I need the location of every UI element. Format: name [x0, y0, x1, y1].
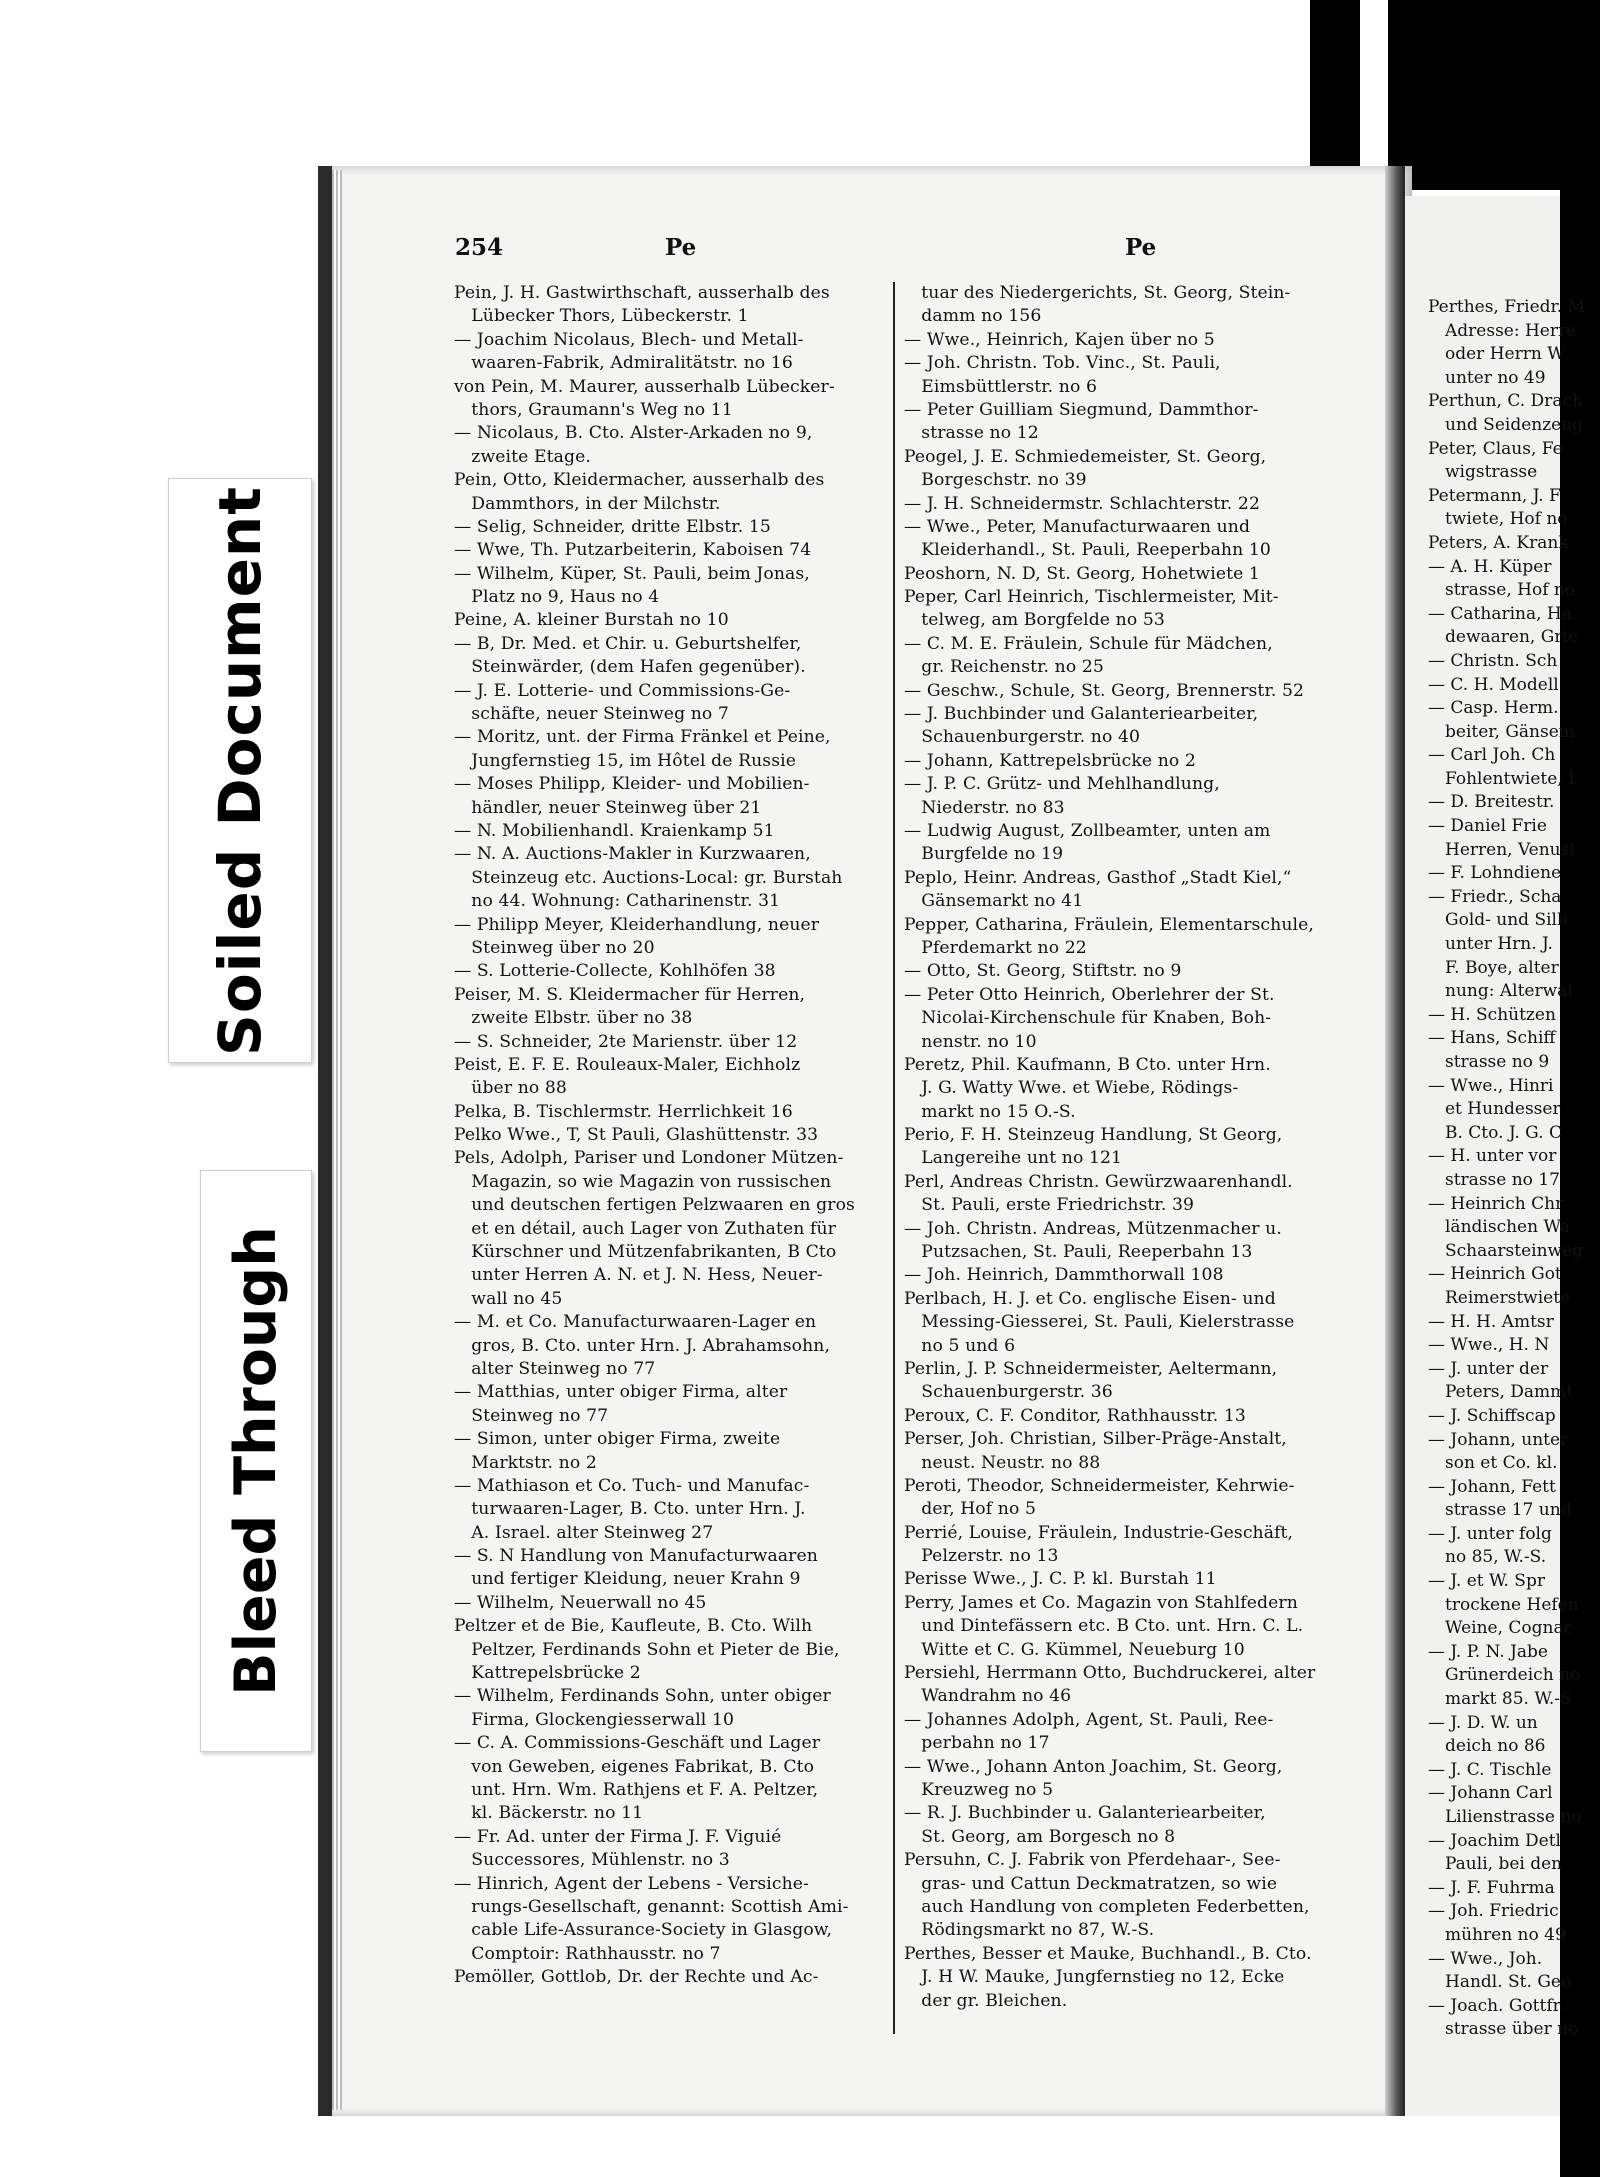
entry-line: — Otto, St. Georg, Stiftstr. no 9: [904, 961, 1182, 982]
entry-line: — Joh. Christn. Andreas, Mützenmacher u.: [904, 1218, 1282, 1239]
entry-line: — A. H. Küper: [1428, 556, 1552, 577]
entry-line: Steinwärder, (dem Hafen gegenüber).: [454, 657, 806, 678]
entry-line: Nicolai-Kirchenschule für Knaben, Boh-: [904, 1008, 1272, 1029]
entry-line: — S. Schneider, 2te Marienstr. über 12: [454, 1031, 798, 1052]
column-divider: [893, 282, 895, 2034]
entry-line: — Carl Joh. Ch: [1428, 745, 1556, 766]
entry-line: Perthes, Friedr. M: [1428, 297, 1586, 317]
entry-line: Firma, Glockengiesserwall 10: [454, 1709, 735, 1730]
entry-line: Gänsemarkt no 41: [904, 891, 1084, 912]
entry-line: Herren, Venusl: [1428, 839, 1575, 860]
entry-line: — Joh. Friedric: [1428, 1901, 1559, 1922]
scan-frame-top: [1310, 0, 1600, 190]
entry-line: — Joachim Nicolaus, Blech- und Metall-: [454, 329, 804, 350]
entry-line: händler, neuer Steinweg über 21: [454, 797, 762, 818]
entry-line: — Wilhelm, Neuerwall no 45: [454, 1592, 707, 1613]
entry-line: Perthes, Besser et Mauke, Buchhandl., B. Cto.: [904, 1943, 1312, 1964]
soiled-document-label: [168, 478, 312, 1063]
entry-line: Peltzer et de Bie, Kaufleute, B. Cto. Wilh: [454, 1616, 813, 1637]
right-column: [904, 282, 1374, 2013]
entry-line: Pein, J. H. Gastwirthschaft, ausserhalb des: [454, 283, 830, 303]
header-letters-left: Pe: [665, 234, 697, 261]
entry-line: — Wwe., Joh.: [1428, 1948, 1543, 1969]
entry-line: Peine, A. kleiner Burstah no 10: [454, 610, 729, 631]
entry-line: — Geschw., Schule, St. Georg, Brennerstr. 52: [904, 680, 1305, 701]
entry-line: — R. J. Buchbinder u. Galanteriearbeiter,: [904, 1803, 1266, 1824]
scan-frame-strip: [1360, 0, 1388, 190]
entry-line: Adresse: Herre: [1428, 320, 1577, 341]
header-letters-right: Pe: [1125, 234, 1157, 261]
entry-line: Kattrepelsbrücke 2: [454, 1663, 641, 1684]
entry-line: gros, B. Cto. unter Hrn. J. Abrahamsohn,: [454, 1335, 831, 1356]
entry-line: Comptoir: Rathhausstr. no 7: [454, 1943, 721, 1964]
entry-line: — Selig, Schneider, dritte Elbstr. 15: [454, 516, 771, 537]
entry-line: Putzsachen, St. Pauli, Reeperbahn 13: [904, 1242, 1253, 1263]
entry-line: — Casp. Herm.: [1428, 698, 1559, 719]
entry-line: rungs-Gesellschaft, genannt: Scottish Ami-: [454, 1896, 849, 1917]
entry-line: von Pein, M. Maurer, ausserhalb Lübecker-: [454, 376, 835, 397]
entry-line: — Johann, Fett: [1428, 1476, 1556, 1497]
entry-line: neust. Neustr. no 88: [904, 1452, 1101, 1473]
entry-line: — Joh. Christn. Tob. Vinc., St. Pauli,: [904, 353, 1221, 374]
entry-line: strasse über no: [1428, 2019, 1579, 2040]
entry-line: Marktstr. no 2: [454, 1452, 597, 1473]
entry-line: — Johann, Kattrepelsbrücke no 2: [904, 750, 1196, 771]
entry-line: Pelko Wwe., T, St Pauli, Glashüttenstr. 33: [454, 1125, 819, 1146]
entry-line: nenstr. no 10: [904, 1031, 1037, 1052]
entry-line: — H. Schützen: [1428, 1004, 1556, 1025]
entry-line: Perrié, Louise, Fräulein, Industrie-Geschäft,: [904, 1522, 1294, 1543]
entry-line: — Daniel Frie: [1428, 816, 1547, 837]
entry-line: — C. M. E. Fräulein, Schule für Mädchen,: [904, 633, 1273, 654]
entry-line: zweite Etage.: [454, 446, 591, 467]
entry-line: auch Handlung von completen Federbetten,: [904, 1896, 1310, 1917]
entry-line: Pelzerstr. no 13: [904, 1546, 1059, 1567]
entry-line: Peplo, Heinr. Andreas, Gasthof „Stadt Kiel,“: [904, 867, 1292, 888]
entry-line: — J. P. N. Jabe: [1428, 1641, 1548, 1662]
entry-line: Magazin, so wie Magazin von russischen: [454, 1171, 832, 1192]
entry-line: no 44. Wohnung: Catharinenstr. 31: [454, 891, 781, 912]
entry-line: der, Hof no 5: [904, 1499, 1036, 1520]
entry-line: Kleiderhandl., St. Pauli, Reeperbahn 10: [904, 540, 1271, 561]
entry-line: Grünerdeich no: [1428, 1665, 1581, 1686]
entry-line: — J. E. Lotterie- und Commissions-Ge-: [454, 680, 791, 701]
entry-line: Perry, James et Co. Magazin von Stahlfedern: [904, 1592, 1298, 1613]
entry-line: Persuhn, C. J. Fabrik von Pferdehaar-, See-: [904, 1850, 1281, 1871]
entry-line: Pein, Otto, Kleidermacher, ausserhalb des: [454, 470, 825, 491]
entry-line: und Seidenzeug: [1428, 414, 1584, 435]
entry-line: — J. P. C. Grütz- und Mehlhandlung,: [904, 774, 1220, 795]
entry-line: — B, Dr. Med. et Chir. u. Geburtshelfer,: [454, 633, 802, 654]
entry-line: — Heinrich Got: [1428, 1264, 1562, 1285]
book-gutter: [1385, 166, 1405, 2116]
entry-line: strasse 17 und: [1428, 1500, 1572, 1521]
entry-line: strasse no 17: [1428, 1169, 1560, 1190]
entry-line: A. Israel. alter Steinweg 27: [454, 1522, 714, 1543]
entry-line: F. Boye, alter: [1428, 957, 1559, 978]
entry-line: der gr. Bleichen.: [904, 1990, 1068, 2011]
entry-line: Witte et C. G. Kümmel, Neueburg 10: [904, 1639, 1245, 1660]
entry-line: Pelka, B. Tischlermstr. Herrlichkeit 16: [454, 1101, 793, 1122]
entry-line: Steinzeug etc. Auctions-Local: gr. Burstah: [454, 867, 843, 888]
entry-line: — J. unter folg: [1428, 1523, 1552, 1544]
entry-line: — J. unter der: [1428, 1358, 1549, 1379]
entry-line: Peiser, M. S. Kleidermacher für Herren,: [454, 984, 806, 1005]
entry-line: — Wwe., Hinri: [1428, 1075, 1554, 1096]
entry-line: beiter, Gänsem: [1428, 721, 1575, 742]
entry-line: Pferdemarkt no 22: [904, 937, 1087, 958]
entry-line: Schauenburgerstr. no 40: [904, 727, 1141, 748]
entry-line: Rödingsmarkt no 87, W.-S.: [904, 1920, 1155, 1941]
entry-line: Borgeschstr. no 39: [904, 470, 1087, 491]
soiled-document-text: Soiled Document: [206, 485, 275, 1056]
entry-line: — Moritz, unt. der Firma Fränkel et Peine,: [454, 727, 831, 748]
entry-line: Peroux, C. F. Conditor, Rathhausstr. 13: [904, 1405, 1246, 1426]
entry-line: — Wwe, Th. Putzarbeiterin, Kaboisen 74: [454, 540, 812, 561]
entry-line: thors, Graumann's Weg no 11: [454, 399, 733, 420]
entry-line: Gold- und Silb: [1428, 910, 1568, 931]
entry-line: — Joh. Heinrich, Dammthorwall 108: [904, 1265, 1224, 1286]
entry-line: — Catharina, Ha: [1428, 603, 1572, 624]
entry-line: — Joach. Gottfr.: [1428, 1995, 1565, 2016]
entry-line: und Dintefässern etc. B Cto. unt. Hrn. C. L.: [904, 1616, 1304, 1637]
entry-line: gr. Reichenstr. no 25: [904, 657, 1104, 678]
entry-line: telweg, am Borgfelde no 53: [904, 610, 1165, 631]
page-edge: [332, 170, 342, 2110]
entry-line: — Heinrich Chr: [1428, 1193, 1564, 1214]
entry-line: Peters, A. Krank: [1428, 532, 1569, 553]
entry-line: Schaarsteinweg: [1428, 1240, 1584, 1261]
entry-line: Fohlentwiete, I: [1428, 768, 1575, 789]
entry-line: gras- und Cattun Deckmatratzen, so wie: [904, 1873, 1278, 1894]
entry-line: — C. H. Modell: [1428, 674, 1559, 695]
entry-line: — J. Buchbinder und Galanteriearbeiter,: [904, 704, 1259, 725]
entry-line: alter Steinweg no 77: [454, 1358, 656, 1379]
entry-line: Peltzer, Ferdinands Sohn et Pieter de Bie,: [454, 1639, 840, 1660]
entry-line: wall no 45: [454, 1288, 563, 1309]
entry-line: waaren-Fabrik, Admiralitätstr. no 16: [454, 353, 793, 374]
entry-line: — Mathiason et Co. Tuch- und Manufac-: [454, 1475, 810, 1496]
entry-line: Lübecker Thors, Lübeckerstr. 1: [454, 306, 749, 327]
entry-line: — Hans, Schiff: [1428, 1028, 1556, 1049]
entry-line: — Nicolaus, B. Cto. Alster-Arkaden no 9,: [454, 423, 813, 444]
entry-line: Perlbach, H. J. et Co. englische Eisen- und: [904, 1288, 1276, 1309]
entry-line: Jungfernstieg 15, im Hôtel de Russie: [454, 750, 796, 771]
entry-line: et en détail, auch Lager von Zuthaten für: [454, 1218, 836, 1239]
entry-line: — Wwe., H. N: [1428, 1335, 1550, 1356]
entry-line: no 5 und 6: [904, 1335, 1016, 1356]
entry-line: und deutschen fertigen Pelzwaaren en gros: [454, 1195, 855, 1216]
entry-line: — N. Mobilienhandl. Kraienkamp 51: [454, 820, 775, 841]
page-number: 254: [455, 234, 504, 261]
entry-line: Perser, Joh. Christian, Silber-Präge-Anstalt,: [904, 1429, 1287, 1450]
entry-line: Steinweg über no 20: [454, 937, 655, 958]
entry-line: Peroti, Theodor, Schneidermeister, Kehrwie-: [904, 1475, 1295, 1496]
entry-line: — S. N Handlung von Manufacturwaaren: [454, 1546, 818, 1567]
entry-line: Burgfelde no 19: [904, 844, 1064, 865]
entry-line: perbahn no 17: [904, 1733, 1050, 1754]
entry-line: — N. A. Auctions-Makler in Kurzwaaren,: [454, 844, 811, 865]
entry-line: et Hundesser: [1428, 1099, 1561, 1120]
entry-line: J. H W. Mauke, Jungfernstieg no 12, Ecke: [904, 1967, 1285, 1988]
entry-line: St. Georg, am Borgesch no 8: [904, 1826, 1176, 1847]
entry-line: — D. Breitestr.: [1428, 792, 1555, 813]
entry-line: schäfte, neuer Steinweg no 7: [454, 704, 729, 725]
entry-line: unt. Hrn. Wm. Rathjens et F. A. Peltzer,: [454, 1780, 819, 1800]
entry-line: — Johannes Adolph, Agent, St. Pauli, Ree-: [904, 1709, 1274, 1730]
entry-line: — M. et Co. Manufacturwaaren-Lager en: [454, 1312, 817, 1333]
entry-line: — S. Lotterie-Collecte, Kohlhöfen 38: [454, 961, 776, 982]
entry-line: markt 85. W.-S: [1428, 1689, 1572, 1710]
entry-line: cable Life-Assurance-Society in Glasgow,: [454, 1920, 833, 1941]
entry-line: Petermann, J. F: [1428, 485, 1561, 506]
entry-line: Steinweg no 77: [454, 1405, 609, 1426]
entry-line: turwaaren-Lager, B. Cto. unter Hrn. J.: [454, 1499, 806, 1520]
entry-line: trockene Hefen: [1428, 1594, 1579, 1615]
entry-line: — H. unter vor: [1428, 1146, 1557, 1167]
entry-line: Peretz, Phil. Kaufmann, B Cto. unter Hrn.: [904, 1054, 1271, 1075]
entry-line: — Simon, unter obiger Firma, zweite: [454, 1429, 781, 1450]
entry-line: Peist, E. F. E. Rouleaux-Maler, Eichholz: [454, 1054, 801, 1075]
entry-line: damm no 156: [904, 306, 1042, 327]
entry-line: no 85, W.-S.: [1428, 1547, 1547, 1568]
entry-line: — Philipp Meyer, Kleiderhandlung, neuer: [454, 914, 820, 935]
entry-line: Perisse Wwe., J. C. P. kl. Burstah 11: [904, 1569, 1217, 1590]
entry-line: — Wwe., Peter, Manufacturwaaren und: [904, 516, 1251, 537]
entry-line: Kreuzweg no 5: [904, 1780, 1054, 1800]
entry-line: markt no 15 O.-S.: [904, 1101, 1076, 1122]
bleed-through-text: Bleed Through: [223, 1226, 290, 1696]
entry-line: — Peter Guilliam Siegmund, Dammthor-: [904, 399, 1259, 420]
entry-line: Pels, Adolph, Pariser und Londoner Mützen-: [454, 1148, 844, 1169]
entry-line: strasse no 12: [904, 423, 1039, 444]
entry-line: zweite Elbstr. über no 38: [454, 1008, 693, 1029]
entry-line: von Geweben, eigenes Fabrikat, B. Cto: [454, 1756, 815, 1777]
entry-line: — Wilhelm, Küper, St. Pauli, beim Jonas,: [454, 563, 810, 584]
entry-line: Reimerstwiete: [1428, 1287, 1571, 1308]
entry-line: — J. H. Schneidermstr. Schlachterstr. 22: [904, 493, 1260, 514]
entry-line: über no 88: [454, 1078, 567, 1099]
entry-line: — Johann Carl: [1428, 1783, 1553, 1804]
entry-line: nung: Alterwal: [1428, 981, 1573, 1002]
entry-line: St. Pauli, erste Friedrichstr. 39: [904, 1195, 1195, 1216]
entry-line: — Wwe., Heinrich, Kajen über no 5: [904, 329, 1215, 350]
entry-line: Langereihe unt no 121: [904, 1148, 1123, 1169]
entry-line: tuar des Niedergerichts, St. Georg, Stein-: [904, 283, 1291, 303]
entry-line: ländischen Wa: [1428, 1217, 1570, 1238]
entry-line: Handl. St. Geo: [1428, 1972, 1572, 1993]
entry-line: oder Herrn W: [1428, 344, 1565, 365]
entry-line: unter no 49: [1428, 367, 1546, 388]
entry-line: Perl, Andreas Christn. Gewürzwaarenhandl.: [904, 1171, 1293, 1192]
entry-line: — Moses Philipp, Kleider- und Mobilien-: [454, 774, 810, 795]
entry-line: Peter, Claus, Fe: [1428, 438, 1563, 459]
entry-line: Eimsbüttlerstr. no 6: [904, 376, 1098, 397]
entry-line: Persiehl, Herrmann Otto, Buchdruckerei, alter: [904, 1663, 1316, 1684]
entry-line: — Wilhelm, Ferdinands Sohn, unter obiger: [454, 1686, 831, 1707]
entry-line: Kürschner und Mützenfabrikanten, B Cto: [454, 1242, 837, 1263]
entry-line: strasse no 9: [1428, 1052, 1550, 1072]
next-page-column: [1428, 296, 1585, 2042]
entry-line: unter Herren A. N. et J. N. Hess, Neuer-: [454, 1265, 823, 1286]
entry-line: — Friedr., Scha: [1428, 886, 1562, 907]
entry-line: mühren no 49: [1428, 1924, 1566, 1945]
entry-line: J. G. Watty Wwe. et Wiebe, Rödings-: [904, 1078, 1239, 1099]
entry-line: Weine, Cognac: [1428, 1618, 1574, 1639]
entry-line: — J. F. Fuhrma: [1428, 1877, 1555, 1898]
entry-line: dewaaren, Grie: [1428, 627, 1578, 648]
entry-line: — J. Schiffscap: [1428, 1405, 1556, 1426]
entry-line: Messing-Giesserei, St. Pauli, Kielerstrasse: [904, 1312, 1295, 1333]
entry-line: Niederstr. no 83: [904, 797, 1065, 818]
entry-line: Perlin, J. P. Schneidermeister, Aeltermann,: [904, 1358, 1278, 1379]
entry-line: Wandrahm no 46: [904, 1686, 1072, 1707]
entry-line: Pemöller, Gottlob, Dr. der Rechte und Ac-: [454, 1967, 819, 1988]
entry-line: Peper, Carl Heinrich, Tischlermeister, Mit-: [904, 587, 1279, 608]
entry-line: — J. D. W. un: [1428, 1712, 1538, 1733]
entry-line: Peoshorn, N. D, St. Georg, Hohetwiete 1: [904, 563, 1260, 584]
entry-line: — Christn. Sch: [1428, 650, 1558, 671]
entry-line: — Fr. Ad. unter der Firma J. F. Viguié: [454, 1826, 782, 1847]
entry-line: und fertiger Kleidung, neuer Krahn 9: [454, 1569, 801, 1590]
entry-line: — Wwe., Johann Anton Joachim, St. Georg,: [904, 1756, 1283, 1777]
entry-line: — Johann, unter: [1428, 1429, 1569, 1450]
entry-line: kl. Bäckerstr. no 11: [454, 1803, 644, 1824]
entry-line: — J. et W. Spr: [1428, 1571, 1545, 1592]
entry-line: — F. Lohndiene: [1428, 863, 1562, 884]
entry-line: Pepper, Catharina, Fräulein, Elementarschule,: [904, 914, 1314, 935]
entry-line: deich no 86: [1428, 1736, 1546, 1757]
entry-line: strasse, Hof no: [1428, 580, 1576, 601]
entry-line: Perio, F. H. Steinzeug Handlung, St Georg,: [904, 1125, 1283, 1146]
entry-line: Peters, Dammt: [1428, 1382, 1574, 1403]
entry-line: B. Cto. J. G. C: [1428, 1122, 1562, 1143]
entry-line: — H. H. Amtsr: [1428, 1311, 1554, 1332]
entry-line: Peogel, J. E. Schmiedemeister, St. Georg,: [904, 446, 1267, 467]
entry-line: — Hinrich, Agent der Lebens - Versiche-: [454, 1873, 809, 1894]
left-column: [454, 282, 890, 1990]
entry-line: unter Hrn. J.: [1428, 934, 1553, 955]
entry-line: Dammthors, in der Milchstr.: [454, 493, 721, 514]
entry-line: Pauli, bei den: [1428, 1854, 1563, 1875]
entry-line: twiete, Hof no: [1428, 509, 1568, 530]
entry-line: — Peter Otto Heinrich, Oberlehrer der St.: [904, 984, 1275, 1005]
entry-line: — Joachim Detl: [1428, 1830, 1561, 1851]
entry-line: Lilienstrasse no: [1428, 1807, 1582, 1827]
entry-line: Platz no 9, Haus no 4: [454, 587, 660, 608]
entry-line: — Ludwig August, Zollbeamter, unten am: [904, 820, 1271, 841]
entry-line: son et Co. kl.: [1428, 1453, 1558, 1474]
bleed-through-label: [200, 1170, 312, 1752]
entry-line: — J. C. Tischle: [1428, 1759, 1552, 1780]
entry-line: Successores, Mühlenstr. no 3: [454, 1850, 730, 1871]
entry-line: — Matthias, unter obiger Firma, alter: [454, 1382, 788, 1403]
entry-line: — C. A. Commissions-Geschäft und Lager: [454, 1733, 821, 1754]
entry-line: Schauenburgerstr. 36: [904, 1382, 1113, 1403]
entry-line: wigstrasse: [1428, 462, 1538, 483]
entry-line: Perthun, C. Drach: [1428, 391, 1583, 412]
